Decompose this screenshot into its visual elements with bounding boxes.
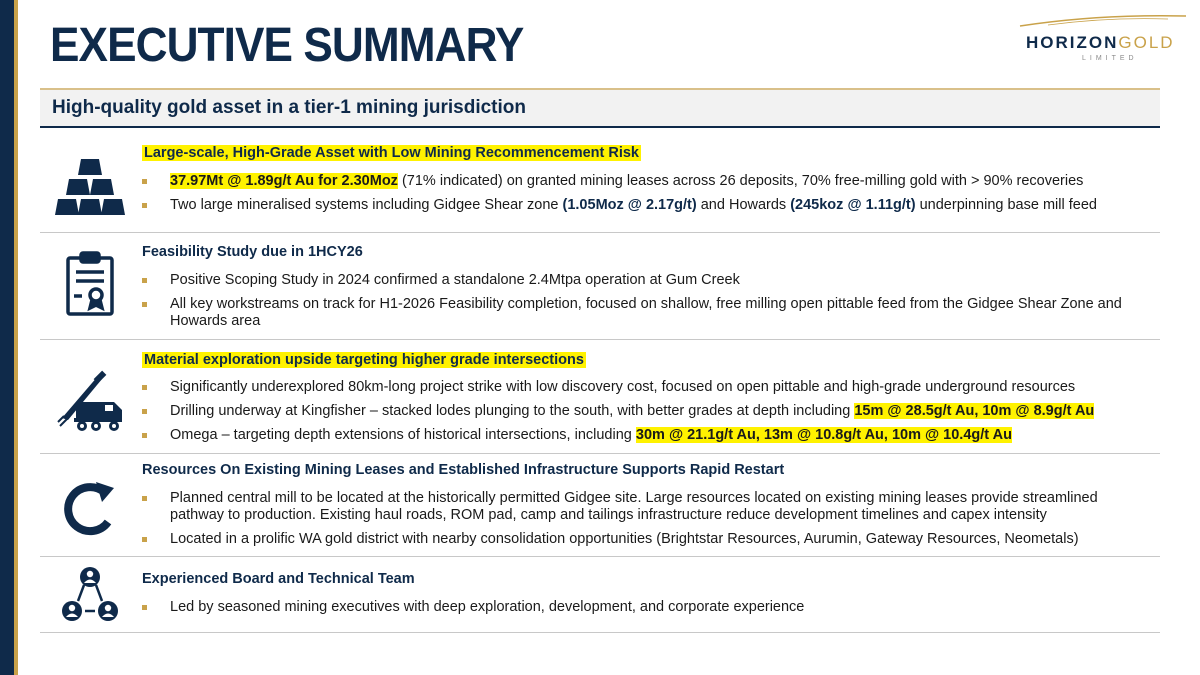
section-divider (40, 556, 1160, 557)
section-divider (40, 632, 1160, 633)
left-gold-stripe (14, 0, 18, 675)
list-item (142, 427, 1142, 444)
list-item: Led by seasoned mining executives with deep exploration, development, and corporate experience (142, 599, 1142, 616)
company-logo (1018, 12, 1188, 72)
section-heading (142, 145, 641, 161)
highlighted-resource-figure: 37.97Mt @ 1.89g/t Au for 2.30Moz (170, 173, 398, 189)
list-item (142, 403, 1142, 420)
list-item: Located in a prolific WA gold district with nearby consolidation opportunities (Brightstar Resources, Aurumin, Gateway Resources, Neometals) (142, 531, 1142, 548)
heading-highlight: Material exploration upside targeting higher grade intersections (144, 352, 584, 368)
section-heading: Resources On Existing Mining Leases and Established Infrastructure Supports Rapid Restart (142, 462, 785, 478)
list-item: Positive Scoping Study in 2024 confirmed a standalone 2.4Mtpa operation at Gum Creek (142, 272, 1142, 289)
logo-subtext: LIMITED (1082, 55, 1138, 62)
highlighted-intersection: 30m @ 21.1g/t Au, 13m @ 10.8g/t Au, 10m @ 10.4g/t Au (635, 427, 1012, 443)
highlighted-intersection: 15m @ 28.5g/t Au, 10m @ 8.9g/t Au (854, 403, 1095, 419)
bullet-list (142, 173, 1142, 221)
list-item (142, 197, 1142, 214)
drill-rig-truck-icon (54, 368, 126, 434)
logo-wordmark (1026, 33, 1175, 53)
page-title: EXECUTIVE SUMMARY (50, 19, 524, 72)
page-subtitle: High-quality gold asset in a tier-1 mining jurisdiction (52, 97, 526, 118)
list-item (142, 173, 1142, 190)
list-item: All key workstreams on track for H1-2026 Feasibility completion, focused on shallow, free milling open pittable feed from the Gidgee Shear Zone and Howards area (142, 296, 1142, 330)
bold-figure: (1.05Moz @ 2.17g/t) (562, 197, 697, 213)
bullet-text: Two large mineralised systems including Gidgee Shear zone (170, 197, 563, 213)
section-heading (142, 352, 586, 368)
bullet-text: underpinning base mill feed (915, 197, 1097, 213)
heading-highlight: Large-scale, High-Grade Asset with Low Mining Recommencement Risk (144, 145, 639, 161)
logo-word-gold: GOLD (1118, 33, 1175, 52)
section-divider (40, 453, 1160, 454)
list-item (142, 379, 1142, 396)
section-heading: Feasibility Study due in 1HCY26 (142, 244, 363, 260)
bullet-list (142, 599, 1142, 623)
bullet-text: Drilling underway at Kingfisher – stacked lodes plunging to the south, with better grades at depth including (170, 403, 855, 419)
section-divider (40, 232, 1160, 233)
gold-bars-icon (54, 155, 126, 221)
left-accent-bar (0, 0, 14, 675)
team-hierarchy-icon (54, 563, 126, 629)
logo-swoosh-icon (1018, 12, 1188, 28)
section-heading: Experienced Board and Technical Team (142, 571, 415, 587)
bold-figure: (245koz @ 1.11g/t) (790, 197, 916, 213)
clipboard-certificate-icon (54, 250, 126, 316)
bullet-list (142, 379, 1142, 451)
bullet-list (142, 272, 1142, 337)
restart-arrow-icon (54, 476, 126, 542)
logo-word-horizon: HORIZON (1026, 33, 1119, 52)
section-divider (40, 339, 1160, 340)
bullet-text: Significantly underexplored 80km-long project strike with low discovery cost, focused on open pittable and high-grade underground resources (170, 379, 1076, 395)
bullet-text: and Howards (696, 197, 791, 213)
bullet-text: (71% indicated) on granted mining leases across 26 deposits, 70% free-milling gold with > 90% recoveries (397, 173, 1084, 189)
subtitle-band (40, 88, 1160, 128)
list-item: Planned central mill to be located at the historically permitted Gidgee site. Large resources located on existing mining leases provide streamlined pathway to production. Existing haul roads, ROM pad, camp and tailings infrastructure reduce development timelines and capex intensity (142, 490, 1142, 524)
bullet-list (142, 490, 1142, 555)
bullet-text: Omega – targeting depth extensions of historical intersections, including (170, 427, 636, 443)
